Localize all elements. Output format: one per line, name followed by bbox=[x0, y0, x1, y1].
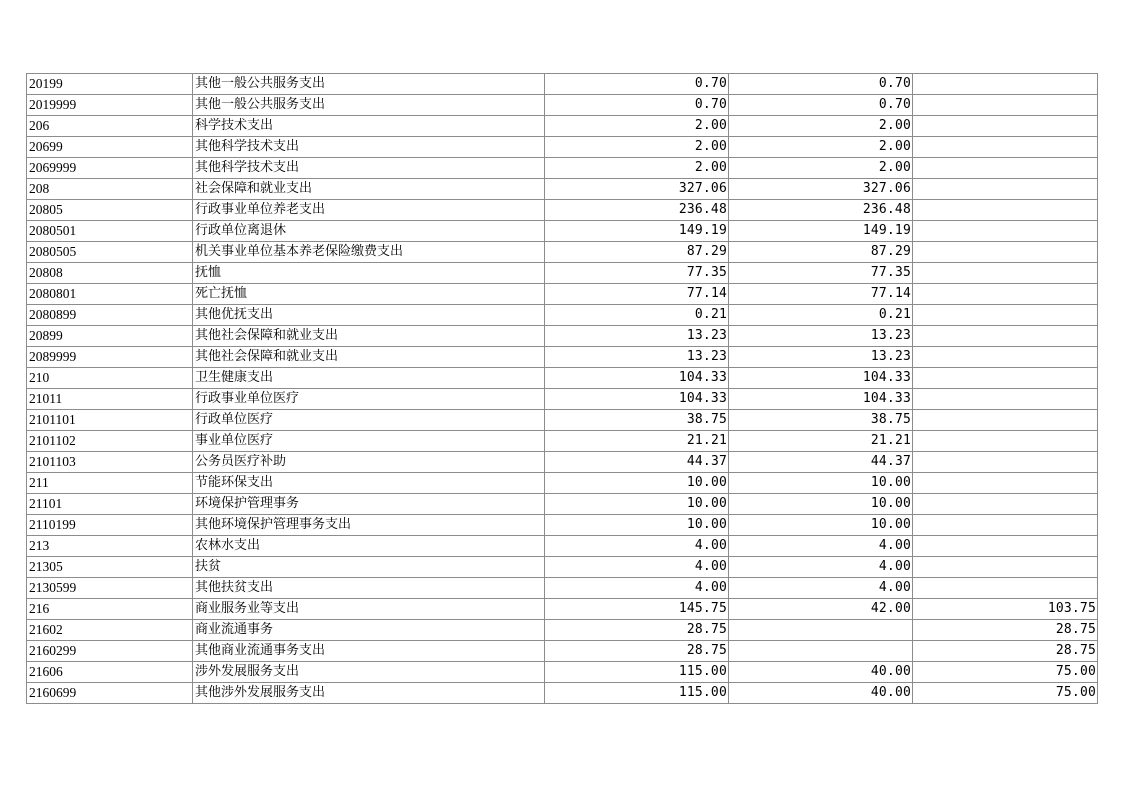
project-expenditure-cell: 28.75 bbox=[913, 620, 1098, 641]
table-row bbox=[27, 179, 1098, 200]
project-expenditure-cell bbox=[913, 431, 1098, 452]
total-amount-cell: 0.70 bbox=[545, 95, 729, 116]
project-expenditure-cell bbox=[913, 158, 1098, 179]
subject-name-cell: 机关事业单位基本养老保险缴费支出 bbox=[193, 242, 545, 263]
subject-name-cell: 其他社会保障和就业支出 bbox=[193, 347, 545, 368]
basic-expenditure-cell: 10.00 bbox=[729, 494, 913, 515]
classification-code-cell: 2160299 bbox=[27, 641, 193, 662]
table-row bbox=[27, 242, 1098, 263]
total-amount-cell: 149.19 bbox=[545, 221, 729, 242]
table-row bbox=[27, 578, 1098, 599]
table-row bbox=[27, 599, 1098, 620]
total-amount-cell: 10.00 bbox=[545, 473, 729, 494]
basic-expenditure-cell: 38.75 bbox=[729, 410, 913, 431]
total-amount-cell: 77.35 bbox=[545, 263, 729, 284]
subject-name-cell: 其他社会保障和就业支出 bbox=[193, 326, 545, 347]
total-amount-cell: 10.00 bbox=[545, 515, 729, 536]
table-row bbox=[27, 431, 1098, 452]
total-amount-cell: 28.75 bbox=[545, 620, 729, 641]
total-amount-cell: 2.00 bbox=[545, 158, 729, 179]
basic-expenditure-cell bbox=[729, 620, 913, 641]
classification-code-cell: 2080505 bbox=[27, 242, 193, 263]
table-row bbox=[27, 95, 1098, 116]
classification-code-cell: 2080501 bbox=[27, 221, 193, 242]
classification-code-cell: 2160699 bbox=[27, 683, 193, 704]
basic-expenditure-cell: 149.19 bbox=[729, 221, 913, 242]
classification-code-cell: 2101102 bbox=[27, 431, 193, 452]
project-expenditure-cell bbox=[913, 473, 1098, 494]
subject-name-cell: 涉外发展服务支出 bbox=[193, 662, 545, 683]
classification-code-cell: 20699 bbox=[27, 137, 193, 158]
classification-code-cell: 20899 bbox=[27, 326, 193, 347]
classification-code-cell: 2080899 bbox=[27, 305, 193, 326]
subject-name-cell: 其他一般公共服务支出 bbox=[193, 95, 545, 116]
subject-name-cell: 其他环境保护管理事务支出 bbox=[193, 515, 545, 536]
project-expenditure-cell bbox=[913, 368, 1098, 389]
subject-name-cell: 抚恤 bbox=[193, 263, 545, 284]
subject-name-cell: 事业单位医疗 bbox=[193, 431, 545, 452]
classification-code-cell: 2101103 bbox=[27, 452, 193, 473]
project-expenditure-cell bbox=[913, 200, 1098, 221]
table-row bbox=[27, 683, 1098, 704]
basic-expenditure-cell: 2.00 bbox=[729, 137, 913, 158]
subject-name-cell: 行政事业单位养老支出 bbox=[193, 200, 545, 221]
subject-name-cell: 其他科学技术支出 bbox=[193, 137, 545, 158]
total-amount-cell: 21.21 bbox=[545, 431, 729, 452]
table-row bbox=[27, 620, 1098, 641]
classification-code-cell: 208 bbox=[27, 179, 193, 200]
project-expenditure-cell bbox=[913, 116, 1098, 137]
total-amount-cell: 327.06 bbox=[545, 179, 729, 200]
classification-code-cell: 2110199 bbox=[27, 515, 193, 536]
subject-name-cell: 社会保障和就业支出 bbox=[193, 179, 545, 200]
classification-code-cell: 2089999 bbox=[27, 347, 193, 368]
basic-expenditure-cell: 2.00 bbox=[729, 116, 913, 137]
total-amount-cell: 44.37 bbox=[545, 452, 729, 473]
project-expenditure-cell bbox=[913, 515, 1098, 536]
basic-expenditure-cell: 4.00 bbox=[729, 578, 913, 599]
table-row bbox=[27, 305, 1098, 326]
classification-code-cell: 21011 bbox=[27, 389, 193, 410]
project-expenditure-cell bbox=[913, 74, 1098, 95]
classification-code-cell: 21602 bbox=[27, 620, 193, 641]
subject-name-cell: 商业流通事务 bbox=[193, 620, 545, 641]
basic-expenditure-cell: 104.33 bbox=[729, 368, 913, 389]
project-expenditure-cell bbox=[913, 95, 1098, 116]
basic-expenditure-cell bbox=[729, 641, 913, 662]
table-row bbox=[27, 473, 1098, 494]
total-amount-cell: 4.00 bbox=[545, 536, 729, 557]
subject-name-cell: 行政单位医疗 bbox=[193, 410, 545, 431]
subject-name-cell: 科学技术支出 bbox=[193, 116, 545, 137]
total-amount-cell: 10.00 bbox=[545, 494, 729, 515]
total-amount-cell: 13.23 bbox=[545, 326, 729, 347]
budget-table bbox=[26, 73, 1098, 704]
classification-code-cell: 2069999 bbox=[27, 158, 193, 179]
project-expenditure-cell: 28.75 bbox=[913, 641, 1098, 662]
total-amount-cell: 145.75 bbox=[545, 599, 729, 620]
basic-expenditure-cell: 44.37 bbox=[729, 452, 913, 473]
project-expenditure-cell bbox=[913, 221, 1098, 242]
classification-code-cell: 206 bbox=[27, 116, 193, 137]
basic-expenditure-cell: 13.23 bbox=[729, 347, 913, 368]
project-expenditure-cell bbox=[913, 536, 1098, 557]
total-amount-cell: 236.48 bbox=[545, 200, 729, 221]
basic-expenditure-cell: 236.48 bbox=[729, 200, 913, 221]
subject-name-cell: 商业服务业等支出 bbox=[193, 599, 545, 620]
table-row bbox=[27, 410, 1098, 431]
total-amount-cell: 4.00 bbox=[545, 557, 729, 578]
table-row bbox=[27, 158, 1098, 179]
subject-name-cell: 节能环保支出 bbox=[193, 473, 545, 494]
basic-expenditure-cell: 40.00 bbox=[729, 683, 913, 704]
basic-expenditure-cell: 0.21 bbox=[729, 305, 913, 326]
total-amount-cell: 38.75 bbox=[545, 410, 729, 431]
total-amount-cell: 28.75 bbox=[545, 641, 729, 662]
subject-name-cell: 公务员医疗补助 bbox=[193, 452, 545, 473]
subject-name-cell: 农林水支出 bbox=[193, 536, 545, 557]
total-amount-cell: 2.00 bbox=[545, 116, 729, 137]
basic-expenditure-cell: 327.06 bbox=[729, 179, 913, 200]
classification-code-cell: 21606 bbox=[27, 662, 193, 683]
basic-expenditure-cell: 0.70 bbox=[729, 74, 913, 95]
project-expenditure-cell bbox=[913, 242, 1098, 263]
classification-code-cell: 21305 bbox=[27, 557, 193, 578]
project-expenditure-cell bbox=[913, 494, 1098, 515]
total-amount-cell: 104.33 bbox=[545, 368, 729, 389]
project-expenditure-cell bbox=[913, 578, 1098, 599]
subject-name-cell: 其他涉外发展服务支出 bbox=[193, 683, 545, 704]
classification-code-cell: 210 bbox=[27, 368, 193, 389]
table-row bbox=[27, 641, 1098, 662]
subject-name-cell: 其他商业流通事务支出 bbox=[193, 641, 545, 662]
classification-code-cell: 211 bbox=[27, 473, 193, 494]
total-amount-cell: 115.00 bbox=[545, 683, 729, 704]
subject-name-cell: 其他优抚支出 bbox=[193, 305, 545, 326]
basic-expenditure-cell: 4.00 bbox=[729, 557, 913, 578]
total-amount-cell: 2.00 bbox=[545, 137, 729, 158]
total-amount-cell: 0.70 bbox=[545, 74, 729, 95]
classification-code-cell: 2101101 bbox=[27, 410, 193, 431]
table-row bbox=[27, 494, 1098, 515]
table-row bbox=[27, 137, 1098, 158]
project-expenditure-cell: 103.75 bbox=[913, 599, 1098, 620]
project-expenditure-cell: 75.00 bbox=[913, 683, 1098, 704]
project-expenditure-cell bbox=[913, 347, 1098, 368]
subject-name-cell: 其他科学技术支出 bbox=[193, 158, 545, 179]
table-row bbox=[27, 347, 1098, 368]
project-expenditure-cell bbox=[913, 284, 1098, 305]
total-amount-cell: 104.33 bbox=[545, 389, 729, 410]
basic-expenditure-cell: 104.33 bbox=[729, 389, 913, 410]
table-row bbox=[27, 389, 1098, 410]
total-amount-cell: 0.21 bbox=[545, 305, 729, 326]
table-row bbox=[27, 116, 1098, 137]
project-expenditure-cell bbox=[913, 305, 1098, 326]
classification-code-cell: 20199 bbox=[27, 74, 193, 95]
classification-code-cell: 2019999 bbox=[27, 95, 193, 116]
classification-code-cell: 2080801 bbox=[27, 284, 193, 305]
project-expenditure-cell bbox=[913, 410, 1098, 431]
project-expenditure-cell bbox=[913, 389, 1098, 410]
basic-expenditure-cell: 21.21 bbox=[729, 431, 913, 452]
table-body bbox=[27, 74, 1098, 704]
basic-expenditure-cell: 87.29 bbox=[729, 242, 913, 263]
basic-expenditure-cell: 77.35 bbox=[729, 263, 913, 284]
subject-name-cell: 行政单位离退休 bbox=[193, 221, 545, 242]
classification-code-cell: 2130599 bbox=[27, 578, 193, 599]
subject-name-cell: 环境保护管理事务 bbox=[193, 494, 545, 515]
project-expenditure-cell: 75.00 bbox=[913, 662, 1098, 683]
table-row bbox=[27, 284, 1098, 305]
project-expenditure-cell bbox=[913, 137, 1098, 158]
total-amount-cell: 4.00 bbox=[545, 578, 729, 599]
total-amount-cell: 77.14 bbox=[545, 284, 729, 305]
table-row bbox=[27, 263, 1098, 284]
classification-code-cell: 213 bbox=[27, 536, 193, 557]
table-row bbox=[27, 74, 1098, 95]
basic-expenditure-cell: 13.23 bbox=[729, 326, 913, 347]
total-amount-cell: 87.29 bbox=[545, 242, 729, 263]
subject-name-cell: 扶贫 bbox=[193, 557, 545, 578]
table-row bbox=[27, 515, 1098, 536]
basic-expenditure-cell: 10.00 bbox=[729, 515, 913, 536]
table-row bbox=[27, 452, 1098, 473]
table-row bbox=[27, 326, 1098, 347]
basic-expenditure-cell: 4.00 bbox=[729, 536, 913, 557]
basic-expenditure-cell: 2.00 bbox=[729, 158, 913, 179]
table-row bbox=[27, 200, 1098, 221]
table-row bbox=[27, 221, 1098, 242]
project-expenditure-cell bbox=[913, 557, 1098, 578]
total-amount-cell: 115.00 bbox=[545, 662, 729, 683]
basic-expenditure-cell: 0.70 bbox=[729, 95, 913, 116]
basic-expenditure-cell: 77.14 bbox=[729, 284, 913, 305]
table-row bbox=[27, 662, 1098, 683]
basic-expenditure-cell: 10.00 bbox=[729, 473, 913, 494]
table-row bbox=[27, 536, 1098, 557]
project-expenditure-cell bbox=[913, 326, 1098, 347]
classification-code-cell: 216 bbox=[27, 599, 193, 620]
table-row bbox=[27, 368, 1098, 389]
subject-name-cell: 行政事业单位医疗 bbox=[193, 389, 545, 410]
project-expenditure-cell bbox=[913, 452, 1098, 473]
classification-code-cell: 21101 bbox=[27, 494, 193, 515]
subject-name-cell: 死亡抚恤 bbox=[193, 284, 545, 305]
classification-code-cell: 20805 bbox=[27, 200, 193, 221]
basic-expenditure-cell: 40.00 bbox=[729, 662, 913, 683]
project-expenditure-cell bbox=[913, 179, 1098, 200]
subject-name-cell: 其他扶贫支出 bbox=[193, 578, 545, 599]
basic-expenditure-cell: 42.00 bbox=[729, 599, 913, 620]
project-expenditure-cell bbox=[913, 263, 1098, 284]
classification-code-cell: 20808 bbox=[27, 263, 193, 284]
total-amount-cell: 13.23 bbox=[545, 347, 729, 368]
subject-name-cell: 其他一般公共服务支出 bbox=[193, 74, 545, 95]
subject-name-cell: 卫生健康支出 bbox=[193, 368, 545, 389]
table-row bbox=[27, 557, 1098, 578]
